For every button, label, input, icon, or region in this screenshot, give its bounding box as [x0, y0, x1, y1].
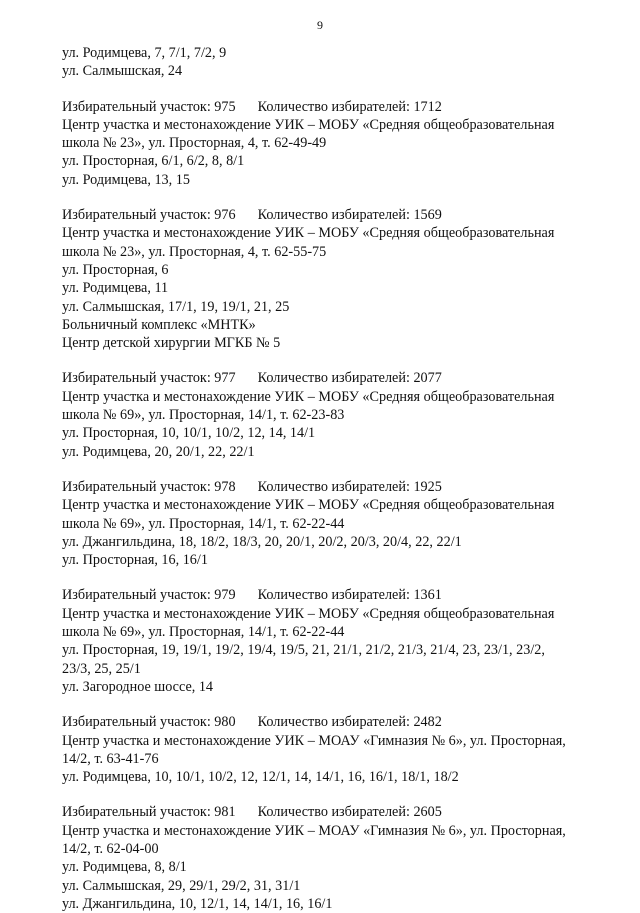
station-detail-line: Центр участка и местонахождение УИК – МОБУ «Средняя общеобразовательная	[62, 225, 555, 242]
station-detail-line: школа № 23», ул. Просторная, 4, т. 62-49-49	[62, 135, 327, 152]
address-line: ул. Родимцева, 8, 8/1	[62, 859, 187, 876]
station-header	[62, 206, 622, 224]
voter-count: Количество избирателей: 1569	[257, 207, 442, 224]
address-line: ул. Родимцева, 11	[62, 280, 169, 297]
address-line: Центр детской хирургии МГКБ № 5	[62, 335, 281, 352]
voter-count: Количество избирателей: 1712	[257, 98, 442, 115]
address-line: ул. Родимцева, 13, 15	[62, 171, 190, 188]
station-header	[62, 369, 622, 387]
polling-station-978	[62, 478, 622, 569]
address-line: ул. Загородное шоссе, 14	[62, 678, 214, 695]
station-detail-line: Центр участка и местонахождение УИК – МОБУ «Средняя общеобразовательная	[62, 116, 555, 133]
station-number: Избирательный участок: 979	[62, 587, 236, 604]
polling-station-977	[62, 369, 622, 460]
station-detail-line: Центр участка и местонахождение УИК – МОАУ «Гимназия № 6», ул. Просторная,	[62, 822, 566, 839]
address-line: ул. Салмышская, 24	[62, 63, 183, 80]
station-detail-line: школа № 69», ул. Просторная, 14/1, т. 62-22-44	[62, 515, 345, 532]
station-detail-line: Центр участка и местонахождение УИК – МОБУ «Средняя общеобразовательная	[62, 497, 555, 514]
station-number: Избирательный участок: 977	[62, 370, 236, 387]
station-number: Избирательный участок: 976	[62, 207, 236, 224]
address-line: ул. Родимцева, 10, 10/1, 10/2, 12, 12/1, 14, 14/1, 16, 16/1, 18/1, 18/2	[62, 769, 459, 786]
station-header	[62, 478, 622, 496]
address-line: ул. Просторная, 6	[62, 261, 169, 278]
station-header	[62, 713, 622, 731]
address-line: ул. Джангильдина, 18, 18/2, 18/3, 20, 20/1, 20/2, 20/3, 20/4, 22, 22/1	[62, 533, 462, 550]
station-number: Избирательный участок: 975	[62, 98, 236, 115]
address-line: 23/3, 25, 25/1	[62, 660, 141, 677]
top-address-list	[62, 44, 622, 81]
station-detail-line: Центр участка и местонахождение УИК – МОБУ «Средняя общеобразовательная	[62, 605, 555, 622]
document-body	[62, 44, 622, 913]
address-line: ул. Родимцева, 7, 7/1, 7/2, 9	[62, 45, 227, 61]
voter-count: Количество избирателей: 1925	[257, 478, 442, 495]
address-line: Больничный комплекс «МНТК»	[62, 316, 256, 333]
address-line: ул. Просторная, 10, 10/1, 10/2, 12, 14, 14/1	[62, 425, 316, 442]
voter-count: Количество избирателей: 2605	[257, 804, 442, 821]
voter-count: Количество избирателей: 2482	[257, 714, 442, 731]
polling-station-980	[62, 713, 622, 786]
address-line: ул. Джангильдина, 10, 12/1, 14, 14/1, 16, 16/1	[62, 895, 333, 912]
voter-count: Количество избирателей: 2077	[257, 370, 442, 387]
address-line: ул. Салмышская, 17/1, 19, 19/1, 21, 25	[62, 298, 290, 315]
station-number: Избирательный участок: 981	[62, 804, 236, 821]
station-detail-line: Центр участка и местонахождение УИК – МОБУ «Средняя общеобразовательная	[62, 388, 555, 405]
address-line: ул. Просторная, 6/1, 6/2, 8, 8/1	[62, 153, 245, 170]
station-detail-line: Центр участка и местонахождение УИК – МОАУ «Гимназия № 6», ул. Просторная,	[62, 732, 566, 749]
station-detail-line: 14/2, т. 62-04-00	[62, 840, 159, 857]
address-line: ул. Просторная, 19, 19/1, 19/2, 19/4, 19/5, 21, 21/1, 21/2, 21/3, 21/4, 23, 23/1, 23/2,	[62, 642, 545, 659]
page-number: 9	[317, 18, 323, 32]
address-line: ул. Родимцева, 20, 20/1, 22, 22/1	[62, 443, 255, 460]
station-detail-line: школа № 23», ул. Просторная, 4, т. 62-55-75	[62, 243, 327, 260]
address-line: ул. Салмышская, 29, 29/1, 29/2, 31, 31/1	[62, 877, 301, 894]
station-header	[62, 586, 622, 604]
station-number: Избирательный участок: 978	[62, 478, 236, 495]
polling-station-979	[62, 586, 622, 696]
station-header	[62, 98, 622, 116]
voter-count: Количество избирателей: 1361	[257, 587, 442, 604]
station-detail-line: школа № 69», ул. Просторная, 14/1, т. 62-23-83	[62, 407, 345, 424]
polling-station-981	[62, 803, 622, 913]
polling-station-976	[62, 206, 622, 352]
station-detail-line: школа № 69», ул. Просторная, 14/1, т. 62-22-44	[62, 624, 345, 641]
address-line: ул. Просторная, 16, 16/1	[62, 552, 208, 569]
station-number: Избирательный участок: 980	[62, 714, 236, 731]
station-header	[62, 803, 622, 821]
station-detail-line: 14/2, т. 63-41-76	[62, 750, 159, 767]
polling-station-975	[62, 98, 622, 189]
